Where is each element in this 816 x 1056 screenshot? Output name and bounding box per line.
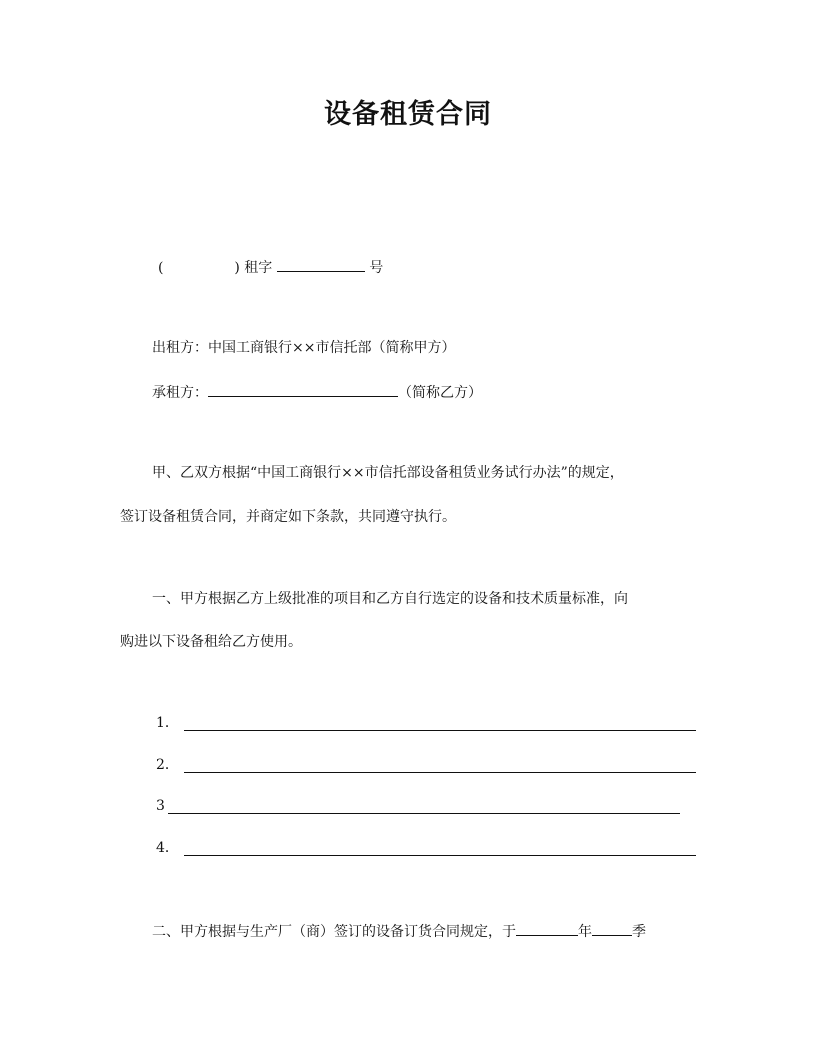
equipment-item-4-blank[interactable]: [184, 855, 696, 856]
lessee-name-blank[interactable]: [208, 381, 398, 397]
contract-number-suffix: 号: [369, 260, 384, 276]
clause-1-line-1: 一、甲方根据乙方上级批准的项目和乙方自行选定的设备和技术质量标准，向: [152, 591, 628, 607]
document-title: 设备租赁合同: [324, 99, 492, 130]
clause-1-line-2: 购进以下设备租给乙方使用。: [120, 634, 302, 650]
contract-number-line: [158, 256, 383, 278]
clause-2-season-label: 季: [632, 924, 646, 940]
lessor-label: 出租方：: [152, 340, 208, 356]
contract-number-blank[interactable]: [277, 256, 365, 272]
contract-number-close-paren: ): [234, 260, 240, 276]
equipment-item-2-marker: 2．: [156, 757, 179, 773]
lessee-label: 承租方：: [152, 385, 208, 401]
preamble-line-2: 签订设备租赁合同，并商定如下条款，共同遵守执行。: [120, 509, 456, 525]
contract-number-open-paren: (: [158, 260, 164, 276]
preamble-line-1: 甲、乙双方根据“中国工商银行××市信托部设备租赁业务试行办法”的规定，: [152, 465, 624, 481]
lessor-line: [152, 338, 455, 358]
contract-number-label: 租字: [244, 260, 273, 276]
equipment-item-3-marker: 3: [156, 798, 165, 814]
equipment-item-1-blank[interactable]: [184, 730, 696, 731]
equipment-item-1-marker: 1．: [156, 715, 179, 731]
clause-2-line-1: [152, 920, 646, 942]
equipment-item-4-marker: 4．: [156, 840, 179, 856]
lessor-value: 中国工商银行××市信托部（简称甲方）: [208, 340, 456, 356]
clause-2-year-label: 年: [578, 924, 592, 940]
lessee-line: [152, 381, 482, 403]
equipment-item-3-blank[interactable]: [168, 813, 680, 814]
clause-2-text: 二、甲方根据与生产厂（商）签订的设备订货合同规定，于: [152, 924, 516, 940]
lessee-suffix: （简称乙方）: [398, 385, 482, 401]
clause-2-year-blank[interactable]: [516, 920, 578, 936]
equipment-item-2-blank[interactable]: [184, 772, 696, 773]
clause-2-season-blank[interactable]: [592, 920, 632, 936]
